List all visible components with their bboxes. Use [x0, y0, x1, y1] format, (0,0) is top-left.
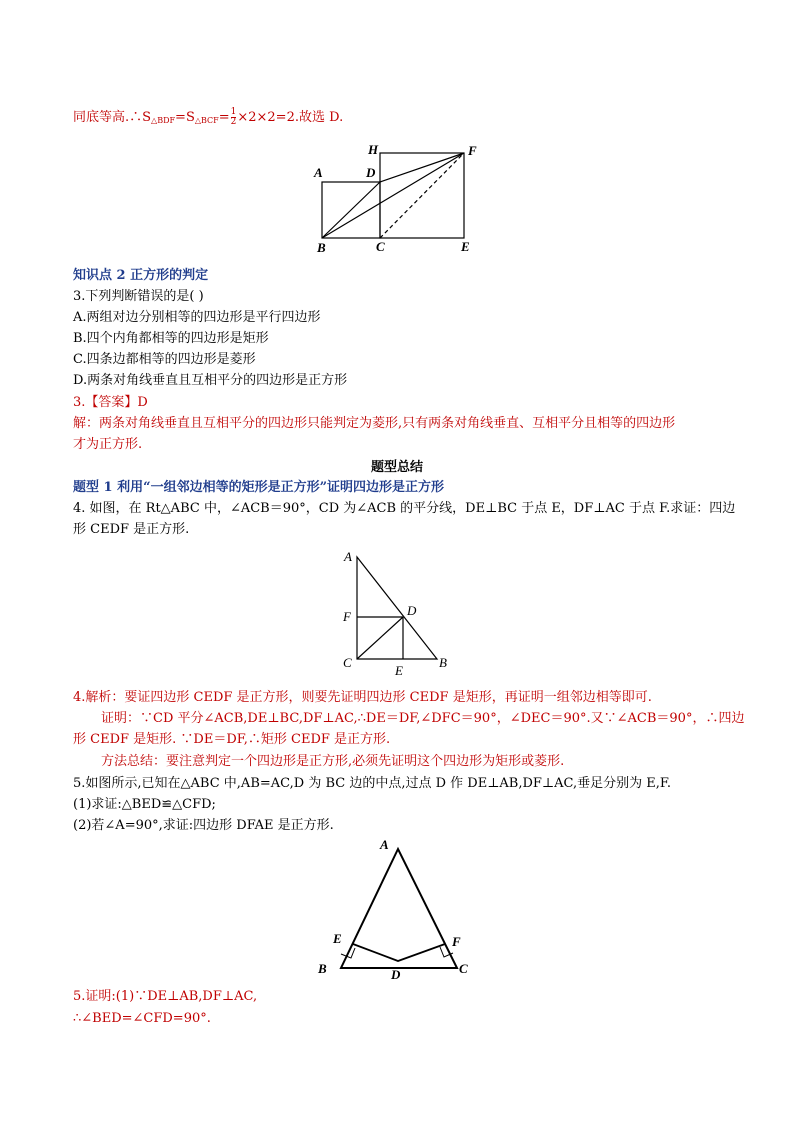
question-4-proof-line2: 形 CEDF 是矩形. ∵DE＝DF,∴矩形 CEDF 是正方形. — [73, 732, 391, 747]
subscript: △BCF — [194, 116, 219, 125]
solution-continuation — [73, 108, 343, 130]
text-segment: 同底等高.∴S — [73, 110, 152, 125]
segment-cd — [357, 617, 403, 659]
question-5-proof-line1: 5.证明:(1)∵DE⊥AB,DF⊥AC, — [73, 989, 258, 1004]
question-3-option-a: A.两组对边分别相等的四边形是平行四边形 — [73, 310, 321, 325]
text-segment: =S — [175, 110, 195, 125]
fraction-denominator: 2 — [230, 117, 237, 127]
figure-isosceles-triangle — [310, 833, 480, 985]
text-segment: ×2×2=2.故选 D. — [237, 110, 344, 125]
question-3-option-b: B.四个内角都相等的四边形是矩形 — [73, 331, 269, 346]
question-4-proof-line1: 证明：∵CD 平分∠ACB,DE⊥BC,DF⊥AC,∴DE＝DF,∠DFC＝90°，∠DEC＝90°.又∵∠ACB＝90°，∴四边 — [101, 711, 745, 726]
question-3-option-c: C.四条边都相等的四边形是菱形 — [73, 352, 256, 367]
fraction-numerator: 1 — [230, 107, 237, 117]
summary-title: 题型总结 — [370, 460, 423, 475]
segment-bf — [322, 153, 464, 238]
text-segment: = — [218, 110, 230, 125]
label-e: E — [461, 239, 470, 254]
question-3-stem: 3.下列判断错误的是( ) — [73, 289, 204, 304]
label-b: B — [439, 655, 447, 670]
question-4-method-summary: 方法总结：要注意判定一个四边形是正方形,必须先证明这个四边形为矩形或菱形. — [101, 754, 565, 769]
type-1-heading: 题型 1 利用“一组邻边相等的矩形是正方形”证明四边形是正方形 — [73, 480, 445, 495]
figure-rectangles-bf — [300, 138, 490, 258]
label-d: D — [391, 967, 401, 982]
label-a: A — [380, 837, 389, 852]
question-3-solution-line1: 解：两条对角线垂直且互相平分的四边形只能判定为菱形,只有两条对角线垂直、互相平分且相等的四边形 — [73, 416, 676, 431]
label-b: B — [318, 961, 327, 976]
segments-ed-df — [353, 944, 445, 961]
question-3-answer: 3.【答案】D — [73, 395, 148, 410]
triangle-abc — [341, 849, 457, 968]
label-d: D — [366, 165, 376, 180]
label-e: E — [395, 663, 403, 677]
triangle-abc — [357, 557, 437, 659]
figure-right-triangle — [335, 545, 460, 677]
label-c: C — [376, 239, 385, 254]
fraction — [231, 108, 237, 127]
question-4-analysis: 4.解析：要证四边形 CEDF 是正方形，则要先证明四边形 CEDF 是矩形，再证明一组邻边相等即可. — [73, 690, 652, 705]
question-4-stem-line1: 4. 如图，在 Rt△ABC 中，∠ACB＝90°，CD 为∠ACB 的平分线，DE⊥BC 于点 E，DF⊥AC 于点 F.求证：四边 — [73, 501, 736, 516]
label-f: F — [343, 609, 351, 624]
question-5-proof-line2: ∴∠BED=∠CFD=90°. — [73, 1011, 211, 1026]
label-c: C — [459, 961, 468, 976]
question-5-part1: (1)求证:△BED≌△CFD; — [73, 797, 216, 812]
label-b: B — [317, 240, 326, 255]
label-c: C — [343, 655, 352, 670]
question-5-stem: 5.如图所示,已知在△ABC 中,AB=AC,D 为 BC 边的中点,过点 D 作 DE⊥AB,DF⊥AC,垂足分别为 E,F. — [73, 776, 672, 791]
question-4-stem-line2: 形 CEDF 是正方形. — [73, 522, 190, 537]
question-3-option-d: D.两条对角线垂直且互相平分的四边形是正方形 — [73, 373, 348, 388]
label-f: F — [468, 143, 477, 158]
subscript: △BDF — [151, 116, 176, 125]
label-h: H — [368, 142, 379, 157]
label-a: A — [344, 549, 352, 564]
segment-bd — [322, 182, 380, 238]
label-a: A — [314, 165, 323, 180]
label-d: D — [407, 603, 417, 618]
label-e: E — [333, 931, 342, 946]
question-3-solution-line2: 才为正方形. — [73, 437, 143, 452]
knowledge-point-heading: 知识点 2 正方形的判定 — [73, 268, 209, 283]
question-5-part2: (2)若∠A=90°,求证:四边形 DFAE 是正方形. — [73, 818, 334, 833]
label-f: F — [452, 934, 461, 949]
